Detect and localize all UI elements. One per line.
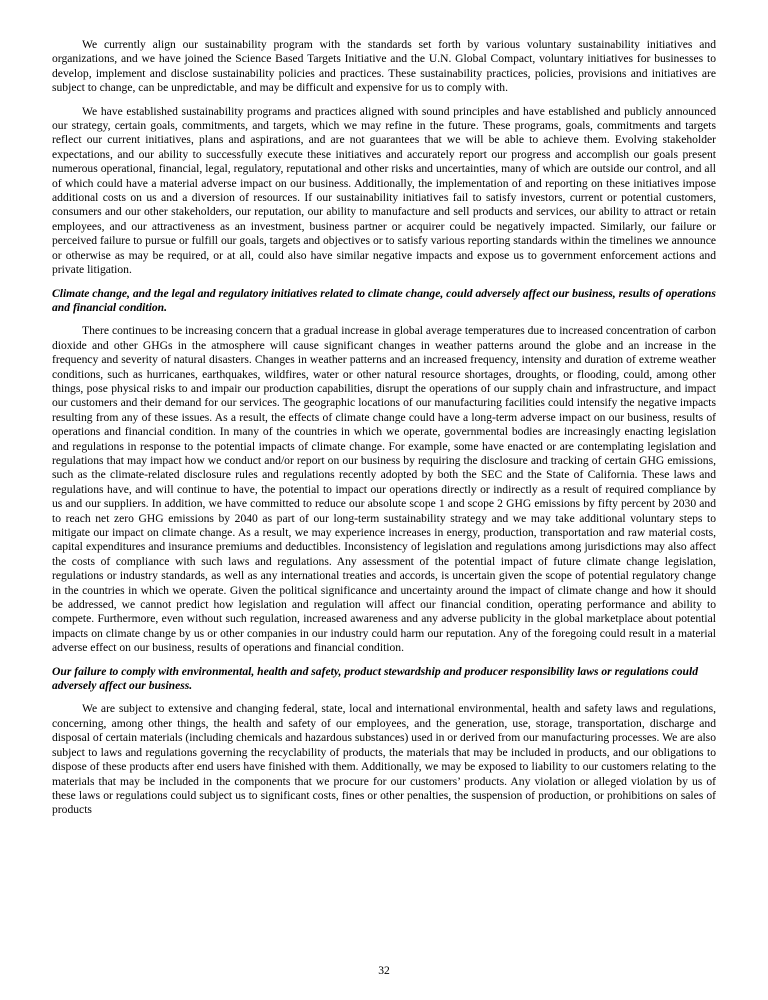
paragraph-sustainability-standards: We currently align our sustainability program with the standards set forth by various voluntary sustainability initiatives and organizations, and we have joined the Science Based Targets Initiative and the U.N. Global Compact, voluntary initiatives for businesses to develop, implement and disclose sustainability policies and practices. These sustainability practices, policies, provisions and initiatives are subject to change, can be unpredictable, and may be difficult and expensive for us to comply with. — [52, 38, 716, 95]
paragraph-environmental-compliance: We are subject to extensive and changing federal, state, local and international environmental, health and safety laws and regulations, concerning, among other things, the health and safety of our employees, and the generation, use, storage, transportation, discharge and disposal of certain materials (including chemicals and hazardous substances) used in or derived from our manufacturing processes. We are also subject to laws and regulations governing the recyclability of products, the materials that may be included in products, and our obligations to dispose of these products after end users have finished with them. Additionally, we may be exposed to liability to our customers relating to the materials that may be included in the components that we procure for our customers’ products. Any violation or alleged violation by us of these laws or regulations could subject us to significant costs, fines or other penalties, the suspension of production, or prohibitions on sales of products — [52, 702, 716, 817]
document-page — [52, 38, 716, 827]
paragraph-climate-change: There continues to be increasing concern that a gradual increase in global average temperatures due to increased concentration of carbon dioxide and other GHGs in the atmosphere will cause significant changes in weather patterns around the globe and an increase in the frequency and severity of natural disasters. Changes in weather patterns and an increased frequency, intensity and duration of extreme weather conditions, such as hurricanes, earthquakes, wildfires, water or other natural resource shortages, droughts, or flooding, could, among other things, pose physical risks to and impair our production capabilities, disrupt the operations of our supply chain and infrastructure, and impact our customers and their demand for our services. The geographic locations of our manufacturing facilities could intensify the negative impacts resulting from any of these issues. As a result, the effects of climate change could have a long-term adverse impact on our business, results of operations and financial condition. In many of the countries in which we operate, governmental bodies are increasingly enacting legislation and regulations in response to the potential impacts of climate change. For example, some have enacted or are contemplating legislation and regulations that may impact how we conduct and/or report on our business by requiring the disclosure and tracking of certain GHG emissions, such as the climate-related disclosure rules and regulations recently adopted by both the SEC and the State of California. These laws and regulations have, and will continue to have, the potential to impact our operations directly or indirectly as a result of required compliance by us and our suppliers. In addition, we have committed to reduce our absolute scope 1 and scope 2 GHG emissions by fifty percent by 2030 and to reach net zero GHG emissions by 2040 as part of our long-term sustainability strategy and we may take additional voluntary steps to mitigate our impact on climate change. As a result, we may experience increases in energy, production, transportation and raw material costs, capital expenditures and insurance premiums and deductibles. Inconsistency of legislation and regulations among jurisdictions may also affect the costs of compliance with such laws and regulations. Any assessment of the potential impact of future climate change legislation, regulations or industry standards, as well as any international treaties and accords, is uncertain given the scope of potential regulatory change in the countries in which we operate. Given the political significance and uncertainty around the impact of climate change and how it should be addressed, we cannot predict how legislation and regulation will affect our financial condition, operating performance and ability to compete. Furthermore, even without such regulation, increased awareness and any adverse publicity in the global marketplace about potential impacts on climate change by us or other companies in our industry could harm our reputation. Any of the foregoing could result in a material adverse effect on our business, results of operations and financial condition. — [52, 324, 716, 655]
heading-climate-change: Climate change, and the legal and regulatory initiatives related to climate change, could adversely affect our business, results of operations and financial condition. — [52, 286, 716, 314]
page-number: 32 — [378, 964, 390, 977]
heading-environmental-compliance: Our failure to comply with environmental, health and safety, product stewardship and producer responsibility laws or regulations could adversely affect our business. — [52, 664, 698, 693]
paragraph-sustainability-programs: We have established sustainability programs and practices aligned with sound principles and have established and publicly announced our strategy, certain goals, commitments, and targets, which we may refine in the future. These programs, goals, commitments and targets reflect our current initiatives, plans and aspirations, and are not guarantees that we will be able to achieve them. Evolving stakeholder expectations, and our ability to successfully execute these initiatives and accurately report our progress and accomplish our goals present numerous operational, financial, legal, regulatory, reputational and other risks and uncertainties, many of which are outside our control, and all of which could have a material adverse impact on our business. Additionally, the implementation of and reporting on these initiatives impose additional costs on us and a diversion of resources. If our sustainability initiatives fail to satisfy investors, current or potential customers, consumers and our other stakeholders, our reputation, our ability to manufacture and sell products and services, our ability to attract or retain employees, and our attractiveness as an investment, business partner or acquirer could be negatively impacted. Similarly, our failure or perceived failure to pursue or fulfill our goals, targets and objectives or to satisfy various reporting standards within the timelines we announce or otherwise as may be required, or at all, could also have similar negative impacts and expose us to government enforcement actions and private litigation. — [52, 104, 716, 277]
